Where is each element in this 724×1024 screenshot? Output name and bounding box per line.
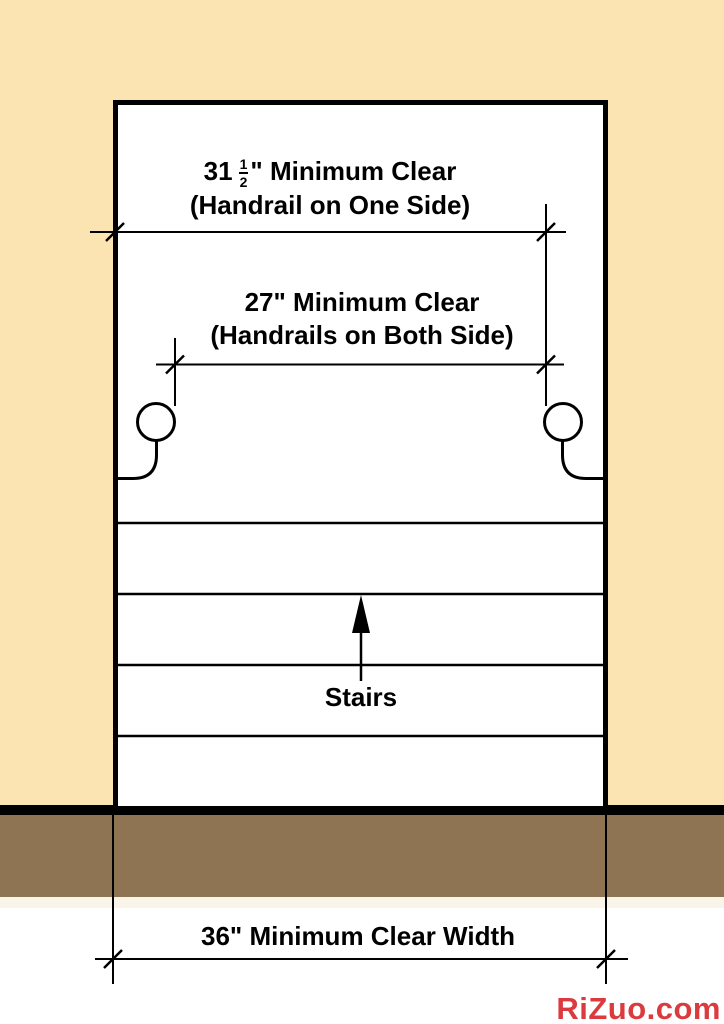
watermark-text: RiZuo.com [556,991,721,1024]
dim-31half-prefix: 31 [203,156,233,186]
fraction-numerator: 1 [239,156,248,172]
stairs-label: Stairs [324,682,398,712]
dim-value-27: 27" Minimum Clear [244,287,480,317]
handrail-circle-left [138,404,175,441]
dim-value-31half [114,155,546,189]
handrail-circle-right [545,404,582,441]
fraction-denominator: 2 [239,174,248,190]
dim-label-handrail-one-side [114,155,546,222]
ground-band [0,815,724,897]
ground-shadow-strip [0,897,724,908]
fraction-one-half [239,157,249,189]
dim-label-handrails-both-sides [147,286,577,352]
dim-31half-suffix: " Minimum Clear [250,156,457,186]
dim-note-handrails-both-sides: (Handrails on Both Side) [210,320,514,350]
dim-label-clear-width: 36" Minimum Clear Width [200,921,516,951]
dim-note-handrail-one-side: (Handrail on One Side) [189,190,471,220]
